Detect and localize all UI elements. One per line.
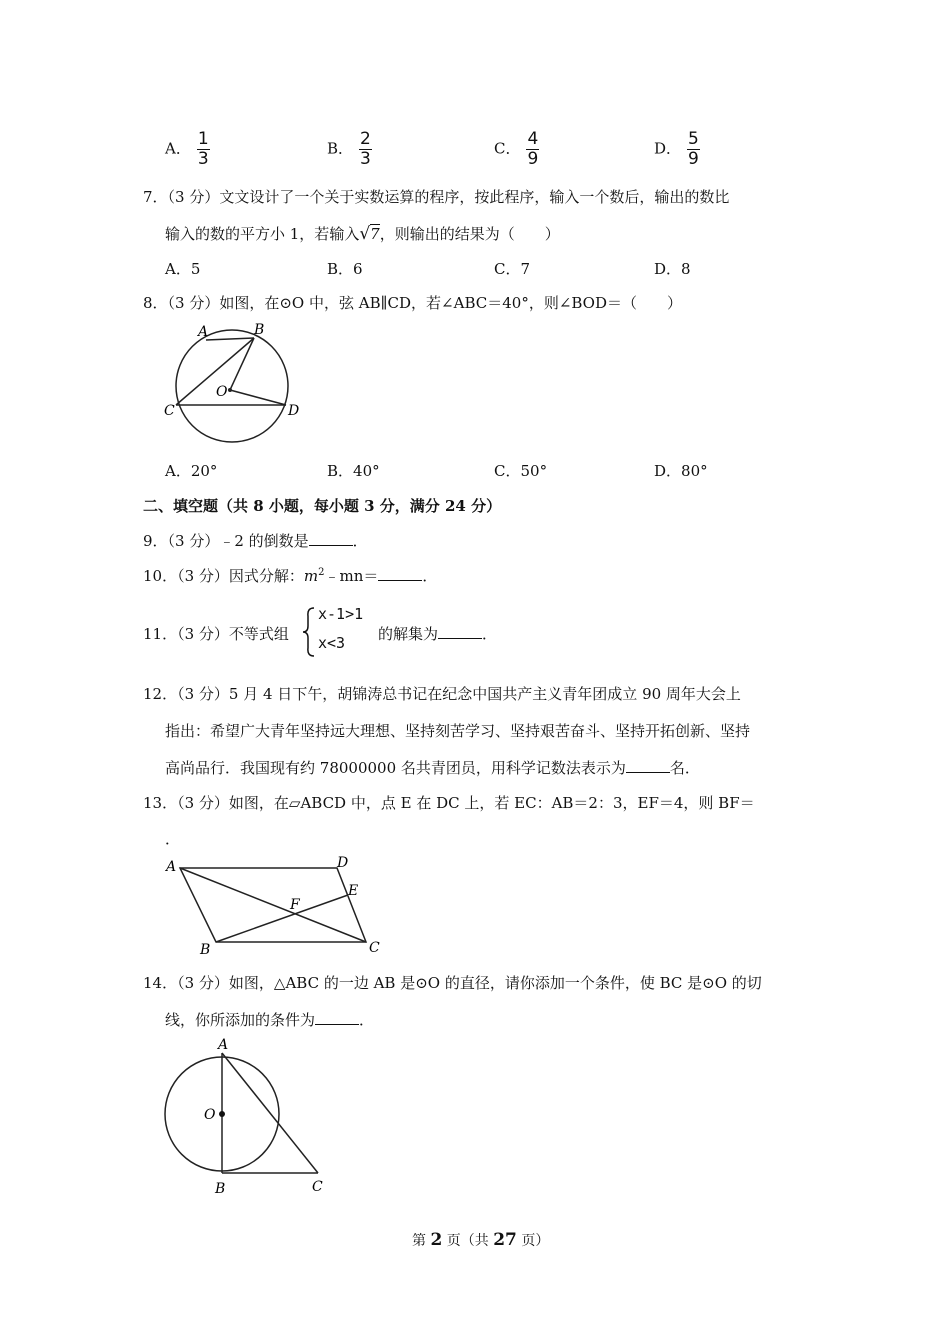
q6-option-b: B． $\frac{2}{3}$ <box>327 129 371 169</box>
answer-blank <box>378 568 422 581</box>
segment-be <box>216 895 348 942</box>
q14-circle-triangle-figure <box>160 1037 340 1202</box>
q8-option-a: A．20° <box>165 462 218 480</box>
label-a: A <box>198 324 209 340</box>
label-b: B <box>200 942 211 958</box>
sqrt-symbol: √ <box>359 224 371 244</box>
label-c: C <box>369 940 380 956</box>
q10-question: 10．（3 分）因式分解：$m^2﹣mn=$ ． <box>143 567 438 585</box>
label-o: O <box>216 384 228 400</box>
diagonal-ac <box>180 868 366 942</box>
q7-option-b: B．6 <box>327 260 363 278</box>
q11-question: 11．（3 分）不等式组 <box>143 625 289 643</box>
q8-option-b: B．40° <box>327 462 380 480</box>
label-c: C <box>164 403 175 419</box>
q12-line1: 12．（3 分）5 月 4 日下午，胡锦涛总书记在纪念中国共产主义青年团成立 90 周年大会上 <box>143 685 741 703</box>
q8-option-d: D．80° <box>654 462 708 480</box>
q12-line2: 指出：希望广大青年坚持远大理想、坚持刻苦学习、坚持艰苦奋斗、坚持开拓创新、坚持 <box>165 722 751 740</box>
label-a: A <box>166 859 177 875</box>
fraction: $\frac{1}{3}$ <box>197 129 209 169</box>
q7-line1: 7．（3 分）文文设计了一个关于实数运算的程序，按此程序，输入一个数后，输出的数比 <box>143 188 730 206</box>
q14-line1: 14．（3 分）如图，△ABC 的一边 AB 是⊙O 的直径，请你添加一个条件，使 BC 是⊙O 的切 <box>143 974 762 992</box>
label-b: B <box>215 1181 226 1197</box>
q8-option-c: C．50° <box>494 462 548 480</box>
label-d: D <box>288 403 300 419</box>
q6-option-a: A． $\frac{1}{3}$ <box>165 129 209 169</box>
q7-option-c: C．7 <box>494 260 531 278</box>
fraction: $\frac{5}{9}$ <box>688 129 699 169</box>
q7-line2: 输入的数的平方小 1，若输入√7，则输出的结果为（ ） <box>165 224 560 244</box>
chord-ab <box>206 338 254 340</box>
answer-blank <box>626 760 670 773</box>
answer-blank <box>438 626 482 639</box>
q12-line3: 高尚品行．我国现有约 78000000 名共青团员，用科学记数法表示为 名． <box>165 759 700 777</box>
q11-inequality-1: x-1>1 <box>318 605 364 623</box>
q6-option-c: C． $\frac{4}{9}$ <box>494 129 539 169</box>
q13-question: 13．（3 分）如图，在▱ABCD 中，点 E 在 DC 上，若 EC：AB＝2：3，EF＝4，则 BF＝ <box>143 794 755 812</box>
q9-question: 9．（3 分）﹣2 的倒数是 ． <box>143 532 368 550</box>
answer-blank <box>309 533 353 546</box>
q13-line2: ． <box>165 830 181 848</box>
center-point <box>219 1111 225 1117</box>
label-a: A <box>218 1037 229 1053</box>
segment-ac <box>222 1053 318 1173</box>
q14-line2: 线，你所添加的条件为 ． <box>165 1011 375 1029</box>
answer-blank <box>315 1012 359 1025</box>
segment-bc <box>176 338 254 405</box>
center-point <box>228 388 232 392</box>
fraction: $\frac{4}{9}$ <box>527 129 539 169</box>
label-f: F <box>290 897 300 913</box>
radius-od <box>230 390 286 405</box>
fraction: $\frac{2}{3}$ <box>360 129 371 169</box>
label-e: E <box>348 883 359 899</box>
q8-circle-figure <box>160 320 310 450</box>
label-b: B <box>254 322 265 338</box>
radius-ob <box>230 338 254 390</box>
q8-question: 8．（3 分）如图，在⊙O 中，弦 AB∥CD，若∠ABC＝40°，则∠BOD＝（ ） <box>143 294 683 312</box>
q7-option-a: A．5 <box>165 260 201 278</box>
label-o: O <box>204 1107 216 1123</box>
label-d: D <box>337 855 349 871</box>
label-c: C <box>312 1179 323 1195</box>
q11-brace <box>302 606 318 658</box>
q6-option-d: D． $\frac{5}{9}$ <box>654 129 699 169</box>
q11-tail: 的解集为 ． <box>378 625 498 643</box>
section-title: 二、填空题（共 8 小题，每小题 3 分，满分 24 分） <box>143 497 502 515</box>
q13-parallelogram-figure <box>160 855 390 965</box>
q7-option-d: D．8 <box>654 260 691 278</box>
page-footer: 第 2 页（共 27 页） <box>412 1230 550 1250</box>
q11-inequality-2: x<3 <box>318 634 346 652</box>
